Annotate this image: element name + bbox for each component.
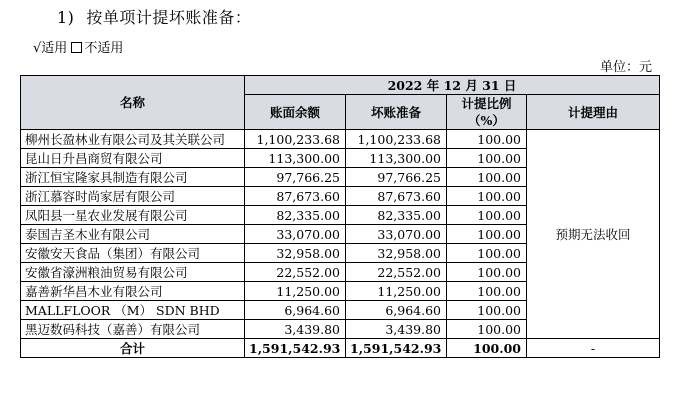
row-book-balance: 1,100,233.68 [245, 130, 346, 149]
row-book-balance: 6,964.60 [245, 301, 346, 320]
total-reason: - [527, 339, 660, 358]
check-mark-icon: √ [33, 41, 42, 56]
row-bad-debt: 33,070.00 [346, 225, 447, 244]
row-bad-debt: 6,964.60 [346, 301, 447, 320]
empty-checkbox-icon [71, 42, 82, 53]
row-bad-debt: 82,335.00 [346, 206, 447, 225]
row-book-balance: 82,335.00 [245, 206, 346, 225]
row-ratio: 100.00 [447, 282, 527, 301]
row-book-balance: 87,673.60 [245, 187, 346, 206]
row-book-balance: 113,300.00 [245, 149, 346, 168]
total-label: 合计 [21, 339, 245, 358]
unit-label: 单位：元 [599, 60, 652, 75]
row-name: 安徽省濠洲粮油贸易有限公司 [21, 263, 245, 282]
row-bad-debt: 3,439.80 [346, 320, 447, 339]
row-ratio: 100.00 [447, 187, 527, 206]
row-name: 凤阳县一星农业发展有限公司 [21, 206, 245, 225]
row-bad-debt: 11,250.00 [346, 282, 447, 301]
row-ratio: 100.00 [447, 301, 527, 320]
section-heading [57, 5, 251, 28]
row-bad-debt: 1,100,233.68 [346, 130, 447, 149]
header-bad-debt: 坏账准备 [346, 95, 447, 130]
table-body [21, 130, 660, 358]
row-ratio: 100.00 [447, 149, 527, 168]
table-row [21, 130, 660, 149]
row-name: 黑迈数码科技（嘉善）有限公司 [21, 320, 245, 339]
row-bad-debt: 32,958.00 [346, 244, 447, 263]
row-book-balance: 32,958.00 [245, 244, 346, 263]
row-book-balance: 97,766.25 [245, 168, 346, 187]
row-bad-debt: 22,552.00 [346, 263, 447, 282]
row-ratio: 100.00 [447, 263, 527, 282]
heading-number: 1) [57, 8, 75, 27]
row-ratio: 100.00 [447, 206, 527, 225]
heading-text: 按单项计提坏账准备： [86, 8, 252, 27]
row-name: 浙江恒宝隆家具制造有限公司 [21, 168, 245, 187]
applicable-label: 适用 [41, 41, 68, 56]
total-ratio: 100.00 [447, 339, 527, 358]
row-ratio: 100.00 [447, 168, 527, 187]
total-book-balance: 1,591,542.93 [245, 339, 346, 358]
row-bad-debt: 87,673.60 [346, 187, 447, 206]
row-ratio: 100.00 [447, 130, 527, 149]
row-reason: 预期无法收回 [527, 130, 660, 339]
row-bad-debt: 97,766.25 [346, 168, 447, 187]
row-bad-debt: 113,300.00 [346, 149, 447, 168]
row-book-balance: 11,250.00 [245, 282, 346, 301]
bad-debt-table [20, 75, 660, 358]
header-date: 2022 年 12 月 31 日 [245, 76, 660, 95]
row-name: 昆山日升昌商贸有限公司 [21, 149, 245, 168]
header-book-balance: 账面余额 [245, 95, 346, 130]
row-name: 嘉善新华昌木业有限公司 [21, 282, 245, 301]
row-name: 安徽安天食品（集团）有限公司 [21, 244, 245, 263]
row-book-balance: 3,439.80 [245, 320, 346, 339]
row-name: 浙江慕容时尚家居有限公司 [21, 187, 245, 206]
total-row [21, 339, 660, 358]
row-ratio: 100.00 [447, 244, 527, 263]
total-bad-debt: 1,591,542.93 [346, 339, 447, 358]
row-name: 泰国吉圣木业有限公司 [21, 225, 245, 244]
row-book-balance: 33,070.00 [245, 225, 346, 244]
row-ratio: 100.00 [447, 225, 527, 244]
header-name: 名称 [21, 76, 245, 130]
row-name: MALLFLOOR （M） SDN BHD [21, 301, 245, 320]
row-ratio: 100.00 [447, 320, 527, 339]
header-ratio: 计提比例（%） [447, 95, 527, 130]
row-name: 柳州长盈林业有限公司及其关联公司 [21, 130, 245, 149]
applicability-options [33, 37, 123, 56]
row-book-balance: 22,552.00 [245, 263, 346, 282]
header-reason: 计提理由 [527, 95, 660, 130]
not-applicable-label: 不适用 [84, 41, 124, 56]
